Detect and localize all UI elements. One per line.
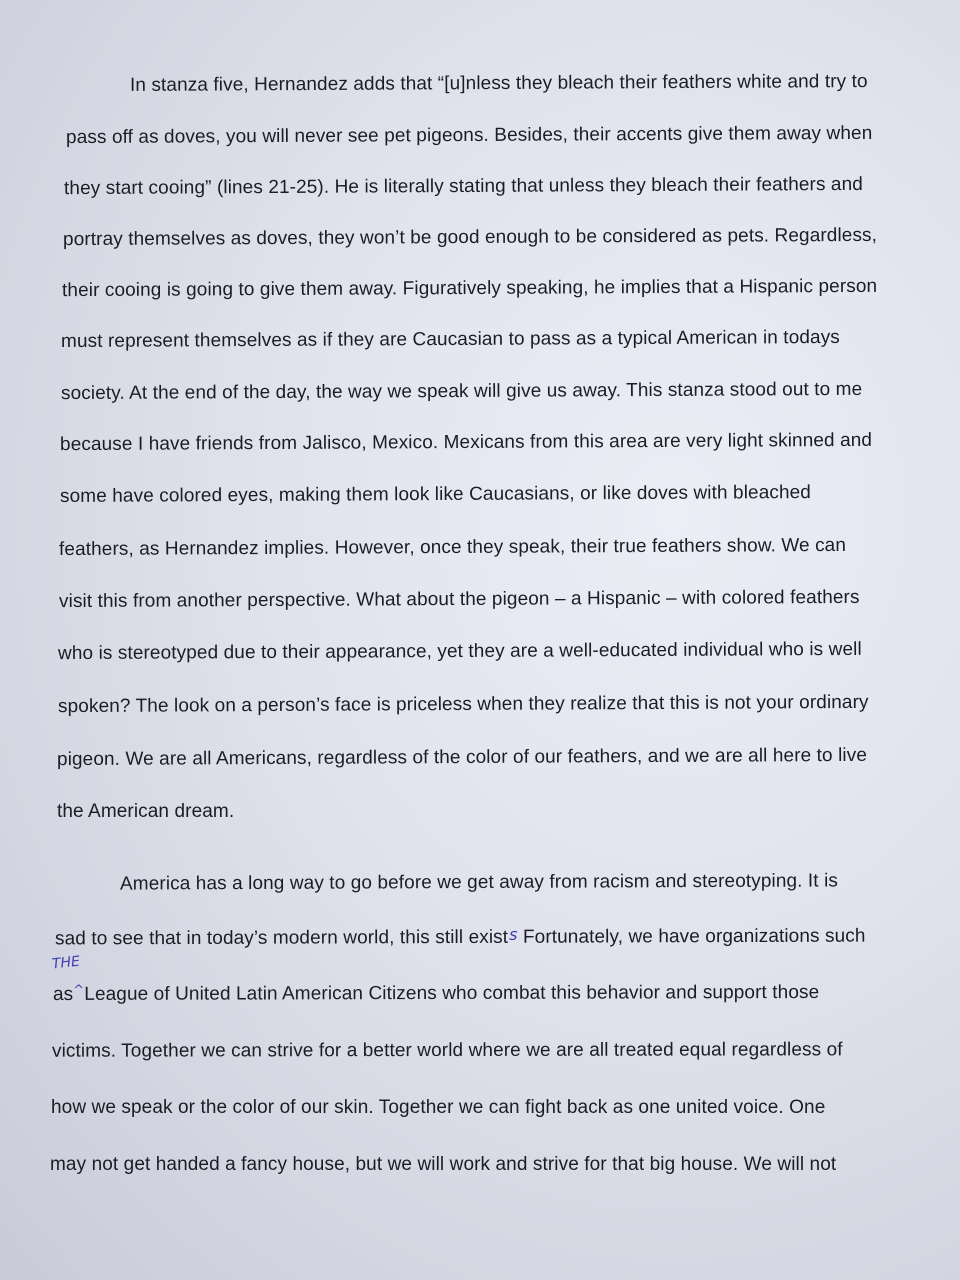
paragraph-1-line-8: because I have friends from Jalisco, Mexico. Mexicans from this area are very light skinned and	[59, 429, 873, 456]
paragraph-1-line-12: who is stereotyped due to their appearance, yet they are a well-educated individual who is well	[57, 638, 862, 665]
paragraph-1-line-7: society. At the end of the day, the way we speak will give us away. This stanza stood out to me	[60, 378, 863, 405]
paragraph-1-line-3: they start cooing” (lines 21-25). He is literally stating that unless they bleach their feathers and	[63, 173, 863, 200]
paragraph-1-line-5: their cooing is going to give them away. Figuratively speaking, he implies that a Hispanic person	[61, 275, 878, 302]
paragraph-2-line-3-start: as	[52, 983, 74, 1006]
paragraph-2-line-4: victims. Together we can strive for a better world where we are all treated equal regardless of	[51, 1039, 843, 1062]
paragraph-1-line-13: spoken? The look on a person’s face is priceless when they realize that this is not your ordinary	[57, 691, 869, 718]
paragraph-1-line-14: pigeon. We are all Americans, regardless of the color of our feathers, and we are all here to live	[56, 744, 868, 771]
paragraph-2-line-2-start: sad to see that in today’s modern world, this still exist	[54, 926, 509, 950]
paragraph-1-line-6: must represent themselves as if they are Caucasian to pass as a typical American in todays	[60, 326, 840, 353]
paragraph-2-line-2	[55, 925, 866, 952]
paragraph-1-line-2: pass off as doves, you will never see pet pigeons. Besides, their accents give them away when	[65, 122, 873, 149]
paragraph-1-line-15: the American dream.	[57, 801, 235, 822]
paragraph-2-line-3	[53, 981, 819, 1009]
paragraph-1-line-11: visit this from another perspective. What about the pigeon – a Hispanic – with colored feathers	[58, 586, 860, 613]
paragraph-1-line-4: portray themselves as doves, they won’t be good enough to be considered as pets. Regardless,	[62, 224, 878, 251]
caret-mark: ^	[73, 982, 85, 998]
paragraph-2-line-5: how we speak or the color of our skin. Together we can fight back as one united voice. One	[51, 1097, 826, 1118]
handwritten-the-insertion: THE	[51, 953, 81, 973]
paragraph-1-line-10: feathers, as Hernandez implies. However, once they speak, their true feathers show. We can	[58, 534, 847, 561]
paragraph-1-line-9: some have colored eyes, making them look like Caucasians, or like doves with bleached	[59, 482, 811, 507]
paragraph-2-line-3-end: League of United Latin American Citizens who combat this behavior and support those	[84, 981, 820, 1005]
paragraph-2-line-6: may not get handed a fancy house, but we will work and strive for that big house. We will not	[50, 1154, 837, 1175]
handwritten-s-insertion: s	[509, 924, 518, 944]
paragraph-2-line-2-end: Fortunately, we have organizations such	[517, 925, 866, 948]
paragraph-1-line-1: In stanza five, Hernandez adds that “[u]nless they bleach their feathers white and try to	[129, 71, 868, 96]
paragraph-2-line-1: America has a long way to go before we get away from racism and stereotyping. It is	[119, 870, 839, 895]
